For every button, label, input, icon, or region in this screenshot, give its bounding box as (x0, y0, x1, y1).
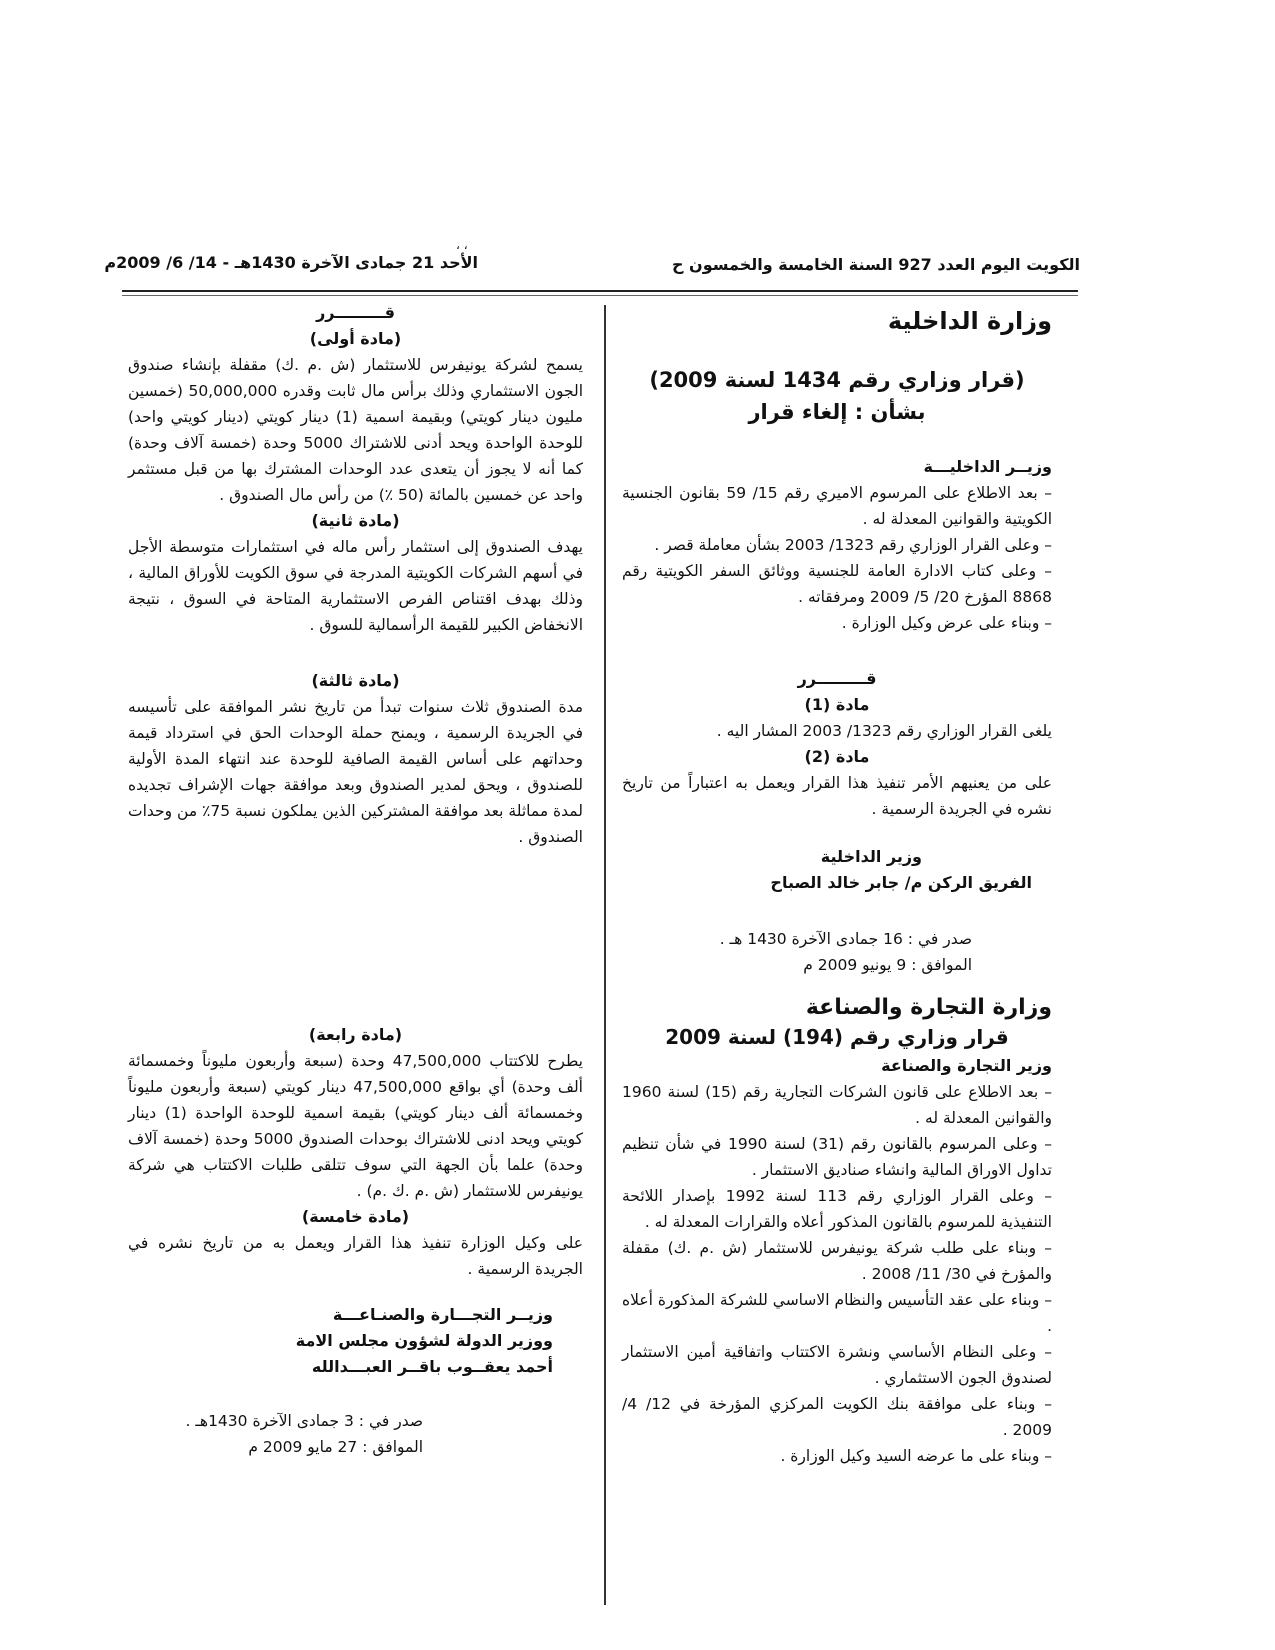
commerce-preamble-2: – وعلى المرسوم بالقانون رقم (31) لسنة 1990 في شأن تنظيم تداول الاوراق المالية وانشاء صناديق الاستثمار . (622, 1135, 1052, 1179)
interior-corresponding-date: الموافق : 9 يونيو 2009 م (803, 956, 972, 974)
gazette-date-header: الأحد 21 جمادى الآخرة 1430هـ - 14/ 6/ 2009م (104, 253, 478, 272)
interior-article-1: يلغى القرار الوزاري رقم 1323/ 2003 المشار اليه . (716, 722, 1052, 740)
commerce-decision-articles (128, 300, 583, 850)
commerce-preamble-4: – وبناء على طلب شركة يونيفرس للاستثمار (ش .م .ك) مقفلة والمؤرخ في 30/ 11/ 2008 . (622, 1239, 1052, 1283)
commerce-decides: قـــــــــرر (316, 303, 395, 322)
commerce-article-3: مدة الصندوق ثلاث سنوات تبدأ من تاريخ نشر الموافقة على تأسيسه في الجريدة الرسمية ، ويمنح حملة الوحدات الحق في استرداد قيمة وحداتهم على أساس القيمة الصافية للوحدة عند انتهاء المدة الأولية للصندوق ، ويحق لمدير الصندوق وبعد موافقة جهات الإشراف تجديده لمدة مماثلة بعد موافقة المشتركين الذين يملكون نسبة 75٪ من وحدات الصندوق . (128, 698, 583, 846)
commerce-decision-articles-continued (128, 1022, 583, 1460)
header-mark: ، ، (456, 238, 468, 252)
commerce-preamble-8: – وبناء على ما عرضه السيد وكيل الوزارة . (780, 1447, 1052, 1465)
commerce-minister-heading: وزير التجارة والصناعة (881, 1056, 1052, 1075)
commerce-signature-title-1: وزيــر التجـــارة والصنـاعـــة (332, 1305, 553, 1324)
interior-article-2-title: مادة (2) (804, 747, 870, 766)
commerce-preamble-1: – بعد الاطلاع على قانون الشركات التجارية رقم (15) لسنة 1960 والقوانين المعدلة له . (622, 1083, 1052, 1127)
interior-decision-subject: بشأن : إلغاء قرار (748, 400, 926, 424)
commerce-issued-date: صدر في : 3 جمادى الآخرة 1430هـ . (185, 1412, 423, 1430)
interior-preamble-3: – وعلى كتاب الادارة العامة للجنسية ووثائق السفر الكويتية رقم 8868 المؤرخ 20/ 5/ 2009 ومرفقاته . (622, 562, 1052, 606)
interior-decision (622, 308, 1052, 978)
interior-preamble-2: – وعلى القرار الوزاري رقم 1323/ 2003 بشأن معاملة قصر . (654, 536, 1052, 554)
commerce-article-2: يهدف الصندوق إلى استثمار رأس ماله في استثمارات متوسطة الأجل في أسهم الشركات الكويتية المدرجة في سوق الكويت للأوراق المالية ، وذلك بهدف اقتناص الفرص الاستثمارية المتاحة في السوق ، نتيجة الانخفاض الكبير للقيمة الرأسمالية للسوق . (128, 538, 583, 634)
commerce-article-4: يطرح للاكتتاب 47,500,000 وحدة (سبعة وأربعون مليوناً وخمسمائة ألف وحدة) أي بواقع 47,500,000 دينار كويتي (سبعة وأربعون مليوناً وخمسمائة ألف دينار كويتي) بقيمة اسمية للوحدة الواحدة (1) دينار كويتي ويحد ادنى للاشتراك بوحدات الصندوق 5000 وحدة (خمسة آلاف وحدة) علما بأن الجهة التي سوف تتلقى طلبات الاكتتاب هي شركة يونيفرس للاستثمار (ش .م .ك .م) . (128, 1052, 584, 1200)
commerce-decision-number: قرار وزاري رقم (194) لسنة 2009 (665, 1025, 1009, 1049)
commerce-article-2-title: (مادة ثانية) (311, 511, 400, 530)
commerce-article-4-title: (مادة رابعة) (308, 1025, 403, 1044)
interior-minister-heading: وزيــر الداخليـــة (923, 457, 1052, 476)
commerce-preamble-3: – وعلى القرار الوزاري رقم 113 لسنة 1992 بإصدار اللائحة التنفيذية للمرسوم بالقانون المذكور أعلاه والقرارات المعدلة له . (622, 1187, 1052, 1231)
interior-article-1-title: مادة (1) (804, 695, 870, 714)
commerce-decision-preamble (622, 995, 1052, 1469)
commerce-article-3-title: (مادة ثالثة) (311, 671, 400, 690)
column-divider (604, 305, 606, 1605)
interior-decision-number: (قرار وزاري رقم 1434 لسنة 2009) (649, 368, 1025, 392)
commerce-preamble-6: – وعلى النظام الأساسي ونشرة الاكتتاب واتفاقية أمين الاستثمار لصندوق الجون الاستثماري . (622, 1343, 1052, 1387)
interior-preamble-4: – وبناء على عرض وكيل الوزارة . (841, 614, 1052, 632)
gazette-issue-header: الكويت اليوم العدد 927 السنة الخامسة والخمسون ح (671, 255, 1080, 274)
commerce-article-1-title: (مادة أولى) (309, 329, 402, 348)
interior-signature-title: وزير الداخلية (820, 847, 922, 866)
header-rule-thin (122, 295, 1078, 296)
commerce-preamble-7: – وبناء على موافقة بنك الكويت المركزي المؤرخة في 12/ 4/ 2009 . (622, 1395, 1052, 1439)
commerce-article-5-title: (مادة خامسة) (301, 1207, 410, 1226)
interior-ministry-title: وزارة الداخلية (887, 307, 1052, 335)
interior-preamble-1: – بعد الاطلاع على المرسوم الاميري رقم 15/ 59 بقانون الجنسية الكويتية والقوانين المعدلة له . (622, 484, 1052, 528)
commerce-corresponding-date: الموافق : 27 مايو 2009 م (248, 1438, 423, 1456)
commerce-preamble-5: – وبناء على عقد التأسيس والنظام الاساسي للشركة المذكورة أعلاه . (622, 1291, 1052, 1335)
interior-issued-date: صدر في : 16 جمادى الآخرة 1430 هـ . (719, 930, 972, 948)
commerce-article-5: على وكيل الوزارة تنفيذ هذا القرار ويعمل به من تاريخ نشره في الجريدة الرسمية . (128, 1234, 583, 1278)
commerce-signature-title-2: ووزير الدولة لشؤون مجلس الامة (295, 1331, 553, 1350)
interior-signature-name: الفريق الركن م/ جابر خالد الصباح (770, 873, 1032, 892)
commerce-ministry-title: وزارة التجارة والصناعة (805, 995, 1052, 1020)
header-rule (122, 290, 1078, 292)
interior-article-2: على من يعنيهم الأمر تنفيذ هذا القرار ويعمل به اعتباراً من تاريخ نشره في الجريدة الرسمية . (622, 774, 1052, 818)
commerce-signature-name: أحمد يعقــوب باقــر العبـــدالله (311, 1357, 553, 1376)
commerce-article-1: يسمح لشركة يونيفرس للاستثمار (ش .م .ك) مقفلة بإنشاء صندوق الجون الاستثماري وذلك برأس مال ثابت وقدره 50,000,000 (خمسين مليون دينار كويتي) وبقيمة اسمية (1) دينار كويتي (دينار كويتي واحد) للوحدة الواحدة ويحد أدنى للاشتراك 5000 وحدة (خمسة آلاف وحدة) كما أنه لا يجوز أن يتعدى عدد الوحدات المشترك بها من قبل مستثمر واحد عن خمسين بالمائة (50 ٪) من رأس مال الصندوق . (128, 356, 583, 504)
interior-decides: قـــــــــرر (797, 669, 877, 688)
